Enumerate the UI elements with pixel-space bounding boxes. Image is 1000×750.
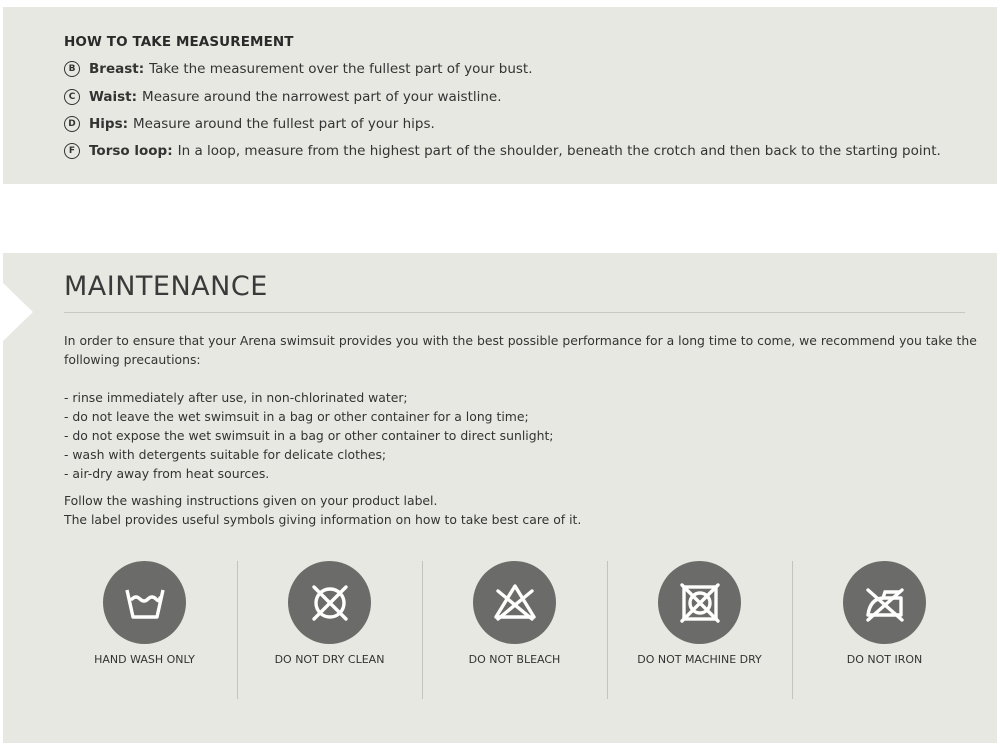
measurement-item-breast <box>64 58 533 80</box>
heading-divider <box>64 312 965 313</box>
letter-d-icon: D <box>64 116 80 132</box>
care-label: DO NOT BLEACH <box>468 653 561 666</box>
measurement-title: HOW TO TAKE MEASUREMENT <box>64 34 294 50</box>
no-bleach-icon <box>473 561 556 644</box>
measurement-label: Hips: <box>89 116 129 132</box>
hand-wash-icon <box>103 561 186 644</box>
no-iron-icon <box>843 561 926 644</box>
care-symbol-no-bleach <box>422 561 607 699</box>
intro-line: In order to ensure that your Arena swimsuit provides you with the best possible performance for a long time to come, we recommend you take the <box>64 333 977 348</box>
care-label: DO NOT IRON <box>846 653 923 666</box>
measurement-text: Measure around the fullest part of your hips. <box>133 116 435 132</box>
measurement-label: Breast: <box>89 61 145 77</box>
care-symbol-no-iron <box>792 561 977 699</box>
label-instructions <box>64 491 581 529</box>
care-label: DO NOT MACHINE DRY <box>637 653 762 666</box>
precaution-item: - wash with detergents suitable for delicate clothes; <box>64 447 387 462</box>
letter-b-icon: B <box>64 61 80 77</box>
section-notch <box>3 283 33 341</box>
measurement-item-torso-loop <box>64 140 941 162</box>
no-machine-dry-icon <box>658 561 741 644</box>
instruction-line: Follow the washing instructions given on your product label. <box>64 493 438 508</box>
no-dry-clean-icon <box>288 561 371 644</box>
letter-f-icon: F <box>64 143 80 159</box>
intro-line: following precautions: <box>64 352 201 367</box>
care-label: HAND WASH ONLY <box>94 653 195 666</box>
maintenance-heading: MAINTENANCE <box>64 271 268 302</box>
precaution-item: - air-dry away from heat sources. <box>64 466 270 481</box>
care-symbol-no-machine-dry <box>607 561 792 699</box>
letter-c-icon: C <box>64 89 80 105</box>
maintenance-intro <box>64 331 977 369</box>
precautions-list <box>64 388 553 483</box>
measurement-item-waist <box>64 86 502 108</box>
care-label: DO NOT DRY CLEAN <box>274 653 385 666</box>
measurement-label: Torso loop: <box>89 143 173 159</box>
precaution-item: - rinse immediately after use, in non-chlorinated water; <box>64 390 408 405</box>
precaution-item: - do not leave the wet swimsuit in a bag or other container for a long time; <box>64 409 529 424</box>
precaution-item: - do not expose the wet swimsuit in a bag or other container to direct sunlight; <box>64 428 554 443</box>
care-symbol-hand-wash <box>52 561 237 699</box>
maintenance-panel <box>3 253 997 743</box>
measurement-text: Take the measurement over the fullest part of your bust. <box>149 61 533 77</box>
measurement-text: Measure around the narrowest part of your waistline. <box>142 89 502 105</box>
instruction-line: The label provides useful symbols giving information on how to take best care of it. <box>64 512 582 527</box>
measurement-label: Waist: <box>89 89 138 105</box>
measurement-item-hips <box>64 113 435 135</box>
measurement-text: In a loop, measure from the highest part of the shoulder, beneath the crotch and then back to the starting point. <box>177 143 941 159</box>
care-symbol-no-dry-clean <box>237 561 422 699</box>
measurement-panel <box>3 7 997 184</box>
